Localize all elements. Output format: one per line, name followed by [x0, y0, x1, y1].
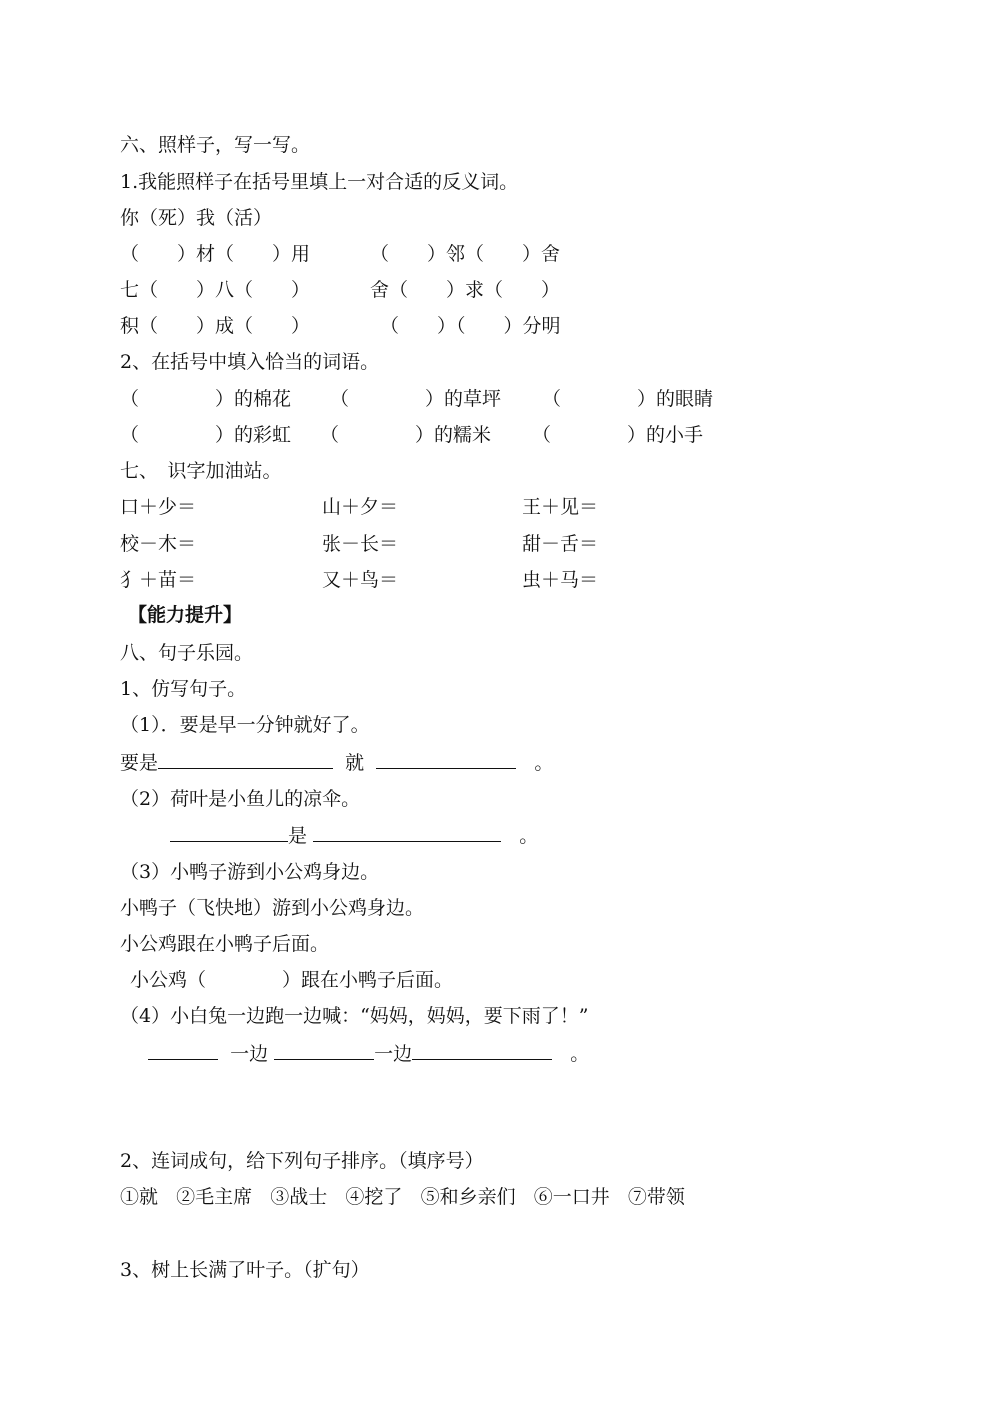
s3-line-3: 小公鸡跟在小鸭子后面。	[120, 933, 330, 955]
fill-word-item: （ ）的眼睛	[542, 388, 714, 410]
s2-word-1: 是	[288, 825, 308, 847]
word-card: ③战士	[270, 1186, 328, 1208]
s8-q2-words	[120, 1185, 685, 1209]
s2-end: 。	[519, 825, 539, 847]
word-card: ⑦带领	[627, 1186, 685, 1208]
word-card: ②毛主席	[176, 1186, 253, 1208]
s4-blank-3[interactable]	[412, 1041, 552, 1060]
char-puzzle: 犭＋苗＝	[120, 569, 197, 591]
s3-line-2: 小鸭子（飞快地）游到小公鸡身边。	[120, 897, 425, 919]
fill-word-item: （ ）的草坪	[330, 388, 502, 410]
antonym-item: 舍（ ）求（ ）	[370, 279, 561, 301]
s1-blank-2[interactable]	[376, 750, 516, 769]
fill-word-item: （ ）的棉花	[120, 388, 292, 410]
antonym-item: （ ）邻（ ）舍	[370, 243, 561, 265]
char-puzzle: 虫＋马＝	[522, 569, 599, 591]
s3-line-4: 小公鸡（ ）跟在小鸭子后面。	[130, 969, 454, 991]
fill-word-item: （ ）的糯米	[320, 424, 492, 446]
section-6-title: 六、照样子，写一写。	[120, 134, 311, 156]
s2-answer-line	[170, 823, 538, 848]
antonym-item: 积（ ）成（ ）	[120, 315, 311, 337]
char-puzzle: 校－木＝	[120, 533, 197, 555]
s1-answer-line	[120, 750, 553, 775]
s8-q1-instruction: 1、仿写句子。	[120, 678, 247, 700]
fill-word-item: （ ）的彩虹	[120, 424, 292, 446]
s2-example: （2）荷叶是小鱼儿的凉伞。	[120, 788, 361, 810]
word-card: ⑥一口井	[533, 1186, 610, 1208]
char-puzzle: 甜－舌＝	[522, 533, 599, 555]
word-card: ④挖了	[345, 1186, 403, 1208]
s1-end: 。	[534, 752, 554, 774]
antonym-item: 七（ ）八（ ）	[120, 279, 311, 301]
s1-example: （1）．要是早一分钟就好了。	[120, 714, 370, 736]
char-puzzle: 王＋见＝	[522, 496, 599, 518]
s4-example: （4）小白兔一边跑一边喊：“妈妈，妈妈，要下雨了！”	[120, 1005, 589, 1027]
antonym-item: （ ）（ ）分明	[380, 315, 561, 337]
q2-instruction: 2、在括号中填入恰当的词语。	[120, 351, 380, 373]
section-8-title: 八、句子乐园。	[120, 642, 254, 664]
q1-instruction: 1.我能照样子在括号里填上一对合适的反义词。	[120, 171, 519, 193]
s4-blank-1[interactable]	[148, 1041, 218, 1060]
s1-word-1: 要是	[120, 752, 159, 774]
char-puzzle: 又＋鸟＝	[322, 569, 399, 591]
word-card: ⑤和乡亲们	[420, 1186, 516, 1208]
word-card: ①就	[120, 1186, 159, 1208]
antonym-item: （ ）材（ ）用	[120, 243, 311, 265]
char-puzzle: 口＋少＝	[120, 496, 197, 518]
s8-q2-instruction: 2、连词成句，给下列句子排序。（填序号）	[120, 1150, 484, 1172]
s3-example: （3）小鸭子游到小公鸡身边。	[120, 861, 380, 883]
s8-q3-instruction: 3、树上长满了叶子。（扩句）	[120, 1259, 370, 1281]
s4-answer-line	[148, 1041, 589, 1066]
s4-end: 。	[570, 1043, 590, 1065]
char-puzzle: 山＋夕＝	[322, 496, 399, 518]
s4-word-1: 一边	[230, 1043, 269, 1065]
s2-blank-1[interactable]	[170, 823, 288, 842]
fill-word-item: （ ）的小手	[532, 424, 704, 446]
s1-blank-1[interactable]	[158, 750, 333, 769]
s2-blank-2[interactable]	[313, 823, 501, 842]
s4-word-2: 一边	[374, 1043, 413, 1065]
ability-heading: 【能力提升】	[128, 604, 243, 626]
section-7-title: 七、 识字加油站。	[120, 460, 282, 482]
s4-blank-2[interactable]	[274, 1041, 374, 1060]
q1-example: 你（死）我（活）	[120, 207, 273, 229]
char-puzzle: 张－长＝	[322, 533, 399, 555]
s1-word-2: 就	[345, 752, 365, 774]
